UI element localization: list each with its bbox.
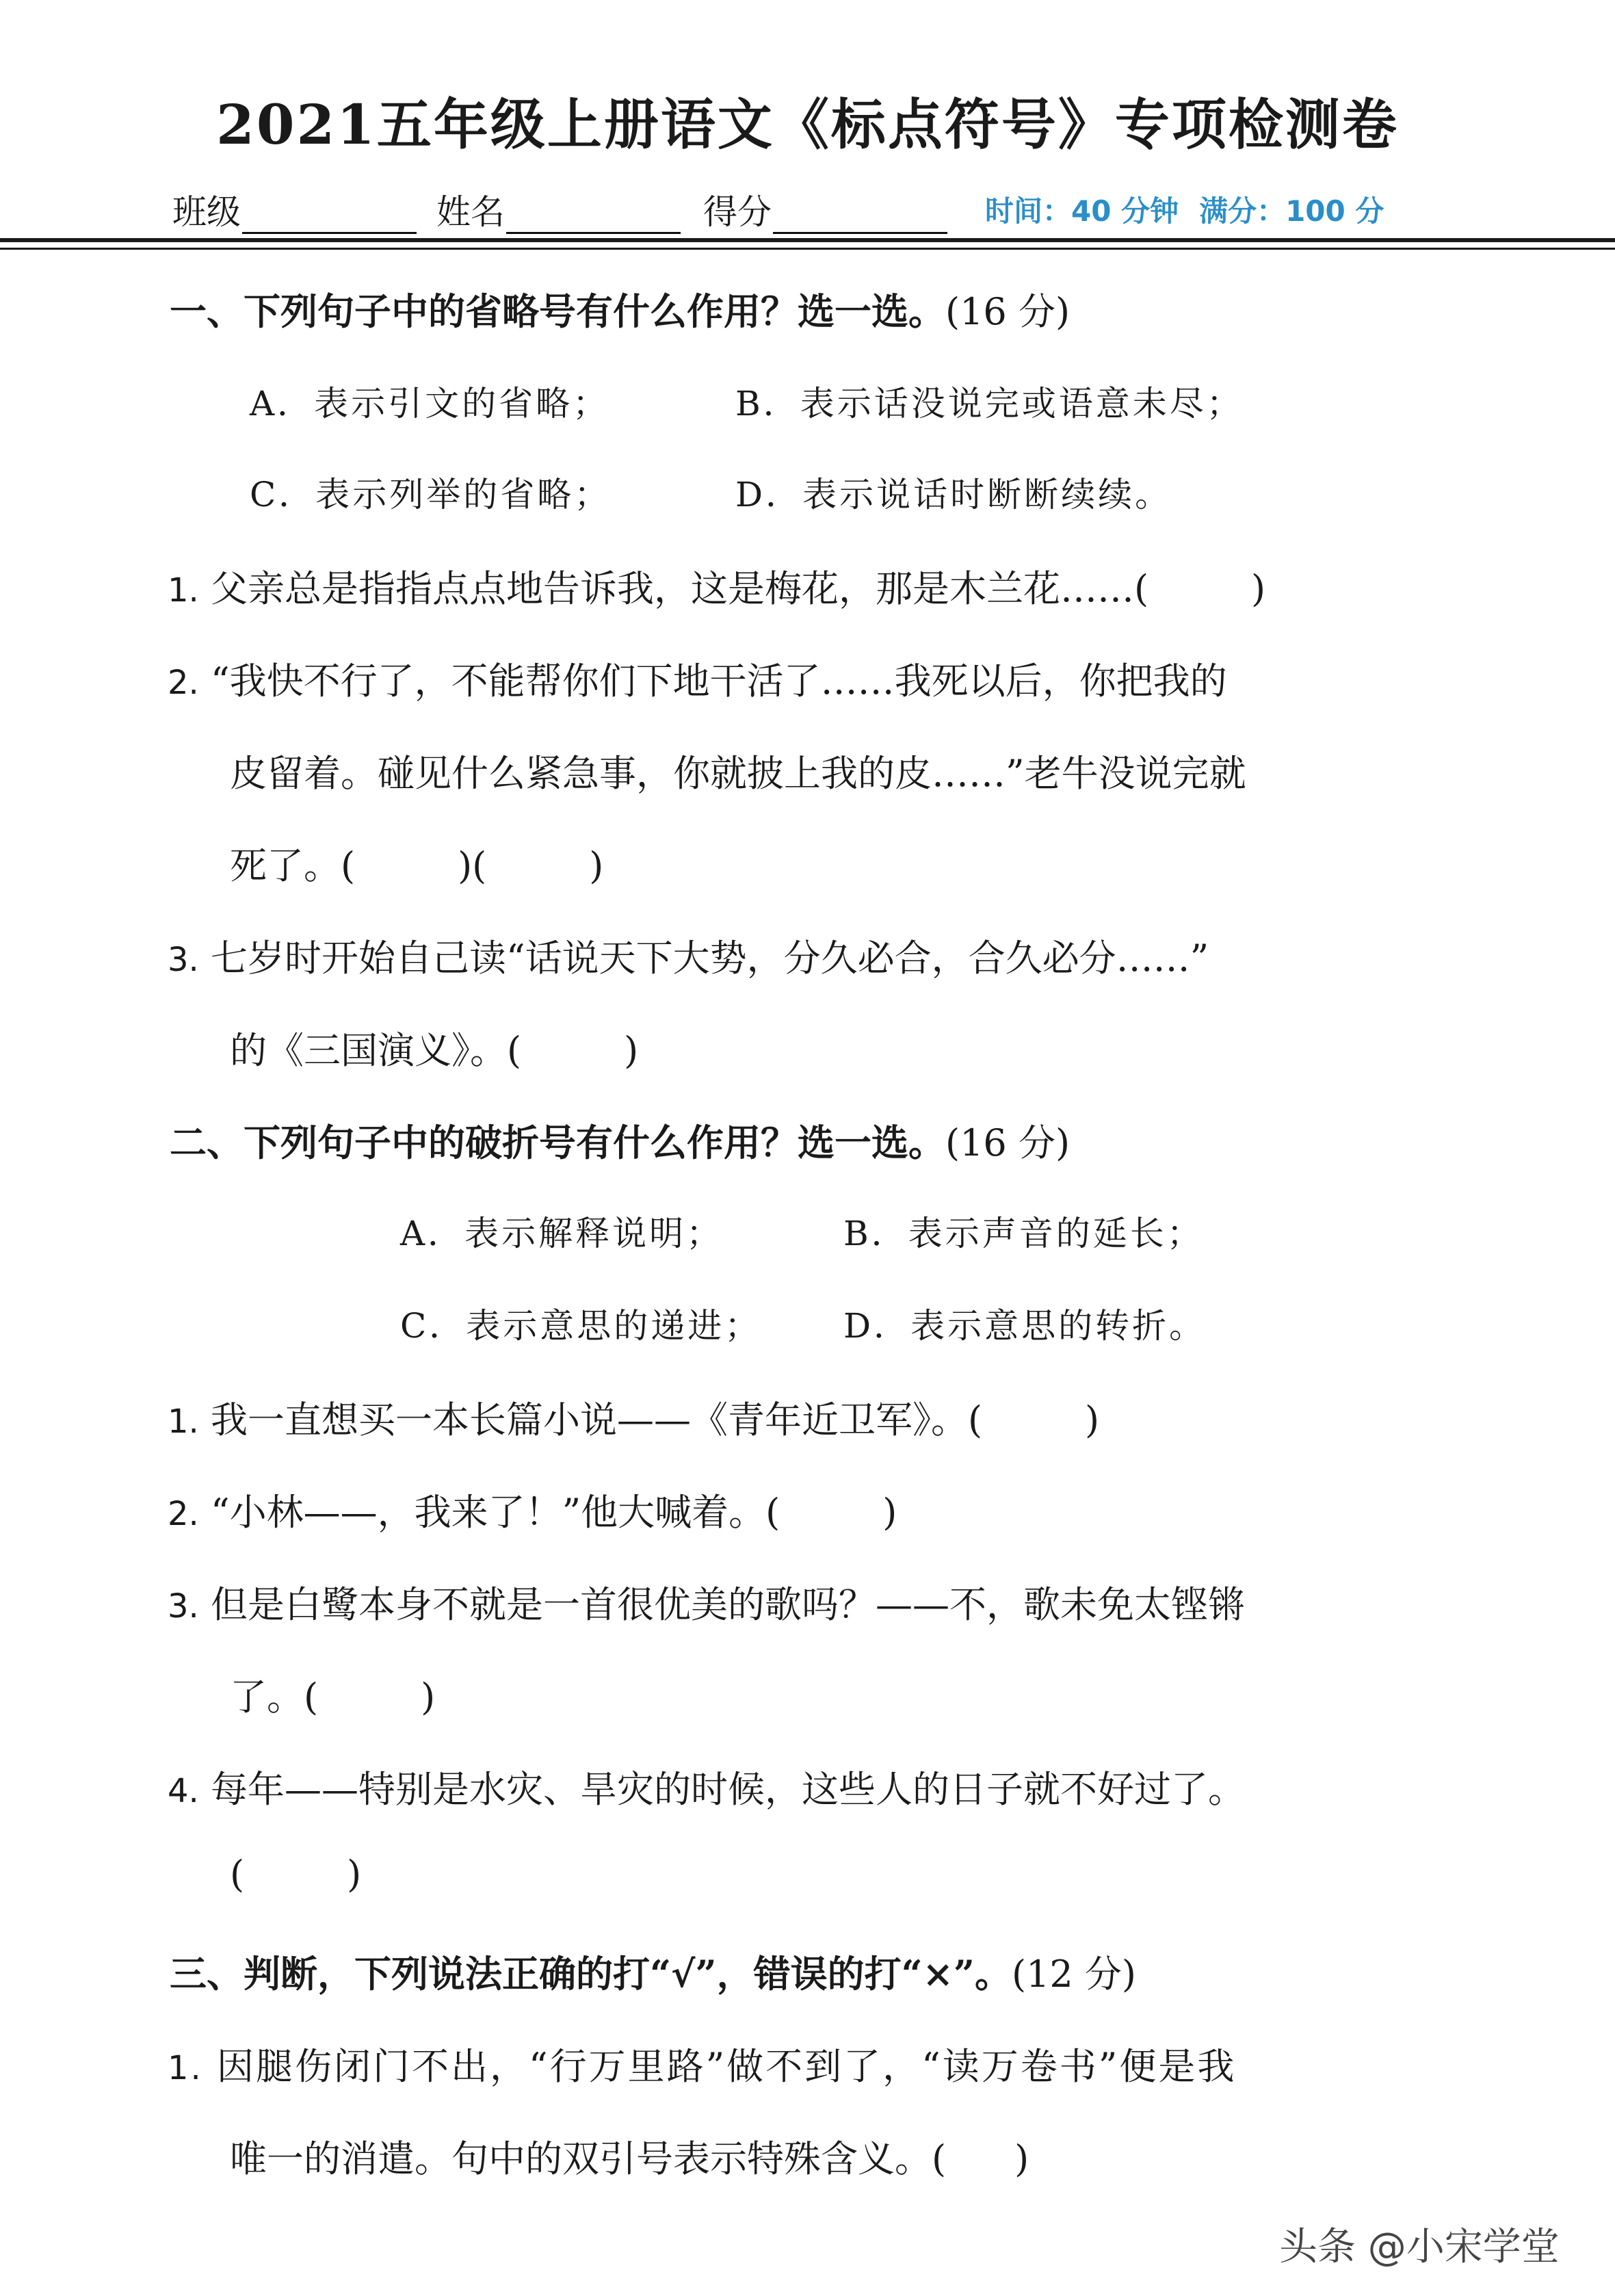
question-text: 死了。(	[230, 844, 356, 887]
question-text: 因腿伤闭门不出，“行万里路”做不到了，“读万卷书”便是我	[216, 2045, 1237, 2088]
question-text: 的《三国演义》。(	[230, 1029, 522, 1072]
section1-points: (16 分)	[945, 290, 1071, 333]
score-field	[703, 185, 947, 234]
question-text: 但是白鹭本身不就是一首很优美的歌吗？——不，歌未免太铿锵	[210, 1583, 1245, 1626]
question-text: “我快不行了，不能帮你们下地干活了……我死以后，你把我的	[210, 660, 1227, 703]
close-paren: )	[624, 1029, 639, 1072]
question-text: 我一直想买一本长篇小说——《青年近卫军》。(	[210, 1398, 983, 1441]
class-blank[interactable]	[242, 198, 417, 234]
section1-option-c: C．表示列举的省略；	[250, 475, 612, 514]
section2-heading-text: 二、下列句子中的破折号有什么作用？选一选。	[170, 1121, 945, 1164]
s1-question-3	[168, 929, 1209, 982]
s1-question-2-line3	[230, 837, 603, 889]
section2-points: (16 分)	[945, 1121, 1071, 1164]
header-rule-thick	[0, 238, 1615, 242]
name-label: 姓名	[436, 192, 505, 232]
mid-paren: )(	[458, 844, 487, 887]
question-number: 1.	[168, 571, 199, 610]
s2-question-4	[168, 1760, 1245, 1813]
s2-question-1	[168, 1391, 1099, 1444]
close-paren: )	[1014, 2137, 1029, 2180]
question-number: 3.	[168, 941, 199, 979]
exam-meta	[985, 189, 1384, 230]
score-blank[interactable]	[773, 198, 947, 234]
watermark: 头条 @小宋学堂	[1279, 2225, 1560, 2269]
class-label: 班级	[172, 192, 241, 232]
section2-heading	[170, 1114, 1070, 1166]
section2-option-b: B．表示声音的延长；	[843, 1214, 1204, 1253]
class-field	[172, 185, 417, 234]
question-text: “小林——，我来了！”他大喊着。(	[210, 1491, 780, 1534]
section3-heading-text: 三、判断，下列说法正确的打“√”，错误的打“×”。	[170, 1952, 1012, 1996]
question-text: 了。(	[230, 1675, 319, 1719]
section1-heading-text: 一、下列句子中的省略号有什么作用？选一选。	[170, 289, 945, 333]
section2-option-d: D．表示意思的转折。	[843, 1306, 1207, 1346]
page-title: 2021五年级上册语文《标点符号》专项检测卷	[216, 92, 1399, 157]
section2-option-c: C．表示意思的递进；	[400, 1306, 762, 1346]
question-text: 每年——特别是水灾、旱灾的时候，这些人的日子就不好过了。	[210, 1768, 1245, 1811]
s2-question-2	[168, 1483, 897, 1536]
close-paren: )	[589, 844, 604, 887]
s1-question-2	[168, 652, 1227, 705]
question-number: 2.	[168, 664, 199, 702]
close-paren: )	[1251, 567, 1266, 610]
question-number: 2.	[168, 1495, 199, 1533]
s1-question-2-line2: 皮留着。碰见什么紧急事，你就披上我的皮……”老牛没说完就	[230, 752, 1246, 795]
s2-question-3	[168, 1576, 1245, 1628]
close-paren: )	[421, 1675, 436, 1719]
section1-option-d: D．表示说话时断断续续。	[735, 475, 1172, 514]
s3-question-1	[168, 2037, 1236, 2090]
s3-question-1-line2	[230, 2130, 1029, 2182]
close-paren: )	[882, 1491, 897, 1534]
s2-question-3-line2	[230, 1668, 435, 1721]
time-limit: 时间：40 分钟	[985, 194, 1179, 228]
s1-question-3-line2	[230, 1021, 638, 1074]
question-text: 父亲总是指指点点地告诉我，这是梅花，那是木兰花……(	[210, 567, 1149, 610]
section1-option-b: B．表示话没说完或语意未尽；	[735, 384, 1244, 423]
question-text: 唯一的消遣。句中的双引号表示特殊含义。(	[230, 2137, 947, 2180]
section3-heading	[170, 1945, 1136, 1998]
name-blank[interactable]	[506, 198, 681, 234]
score-label: 得分	[703, 192, 772, 232]
section1-heading	[170, 283, 1070, 335]
close-paren: )	[1085, 1398, 1100, 1441]
section1-option-a: A．表示引文的省略；	[250, 384, 610, 423]
open-paren: (	[230, 1853, 245, 1896]
close-paren: )	[347, 1853, 362, 1896]
question-number: 1.	[168, 1403, 199, 1441]
question-number: 1.	[168, 2049, 203, 2087]
section3-points: (12 分)	[1011, 1953, 1136, 1996]
question-number: 4.	[168, 1772, 199, 1810]
full-marks: 满分：100 分	[1199, 194, 1384, 228]
s1-question-1	[168, 560, 1265, 612]
question-text: 七岁时开始自己读“话说天下大势，分久必合，合久必分……”	[210, 937, 1209, 980]
name-field	[436, 185, 681, 234]
header-rule-thin	[0, 248, 1615, 250]
question-number: 3.	[168, 1587, 199, 1626]
section2-option-a: A．表示解释说明；	[400, 1214, 724, 1253]
s2-question-4-line2	[230, 1853, 361, 1896]
